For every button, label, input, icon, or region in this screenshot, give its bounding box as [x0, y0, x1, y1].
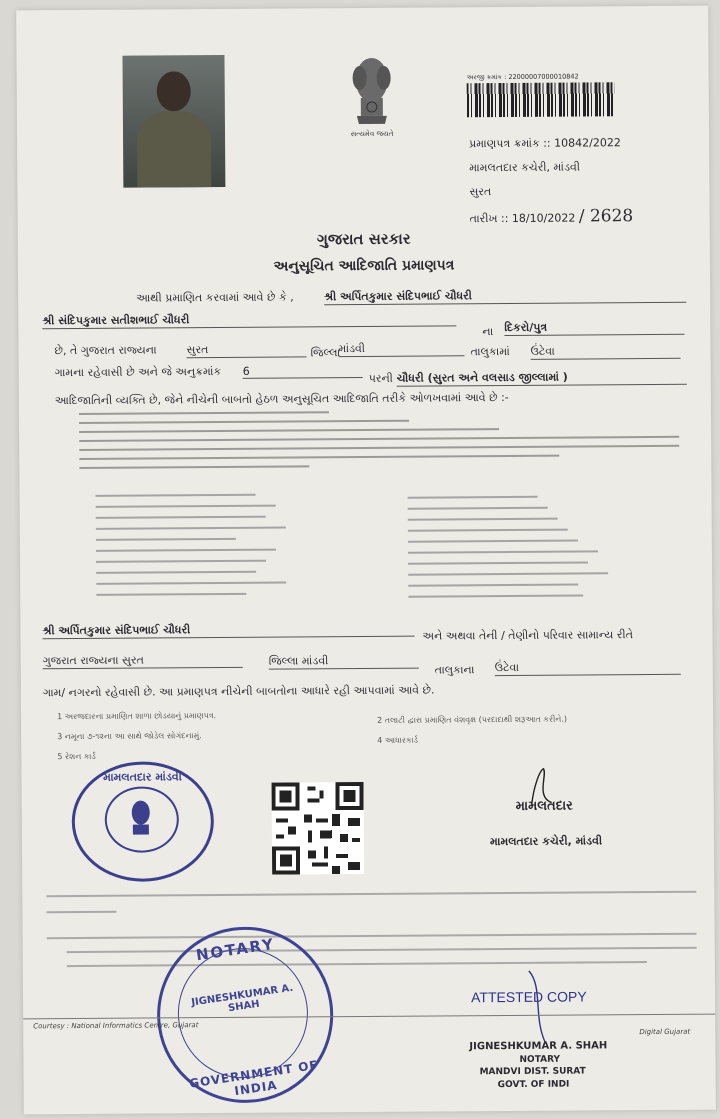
notary-place: MANDVI DIST. SURAT [479, 1066, 586, 1078]
government-title: ગુજરાત સરકાર [316, 229, 411, 249]
date-label: તારીખ :: [469, 211, 509, 226]
courtesy-text: Courtesy : National Informatics Centre, Gujarat [33, 1021, 199, 1031]
basis-item-3: 3 નમૂના ૭-૧૨ના આ સાથે જોડેલ સોગંદનામું. [57, 731, 202, 742]
issuing-city: સુરત [469, 185, 492, 199]
district-value: સુરત [186, 342, 306, 358]
emblem-caption: સત્યમેવ જયતે [350, 129, 394, 139]
person-name-repeat: શ્રી અર્પિતકુમાર સંદિપભાઈ ચૌધરી [42, 622, 414, 640]
digital-gujarat-text: Digital Gujarat [639, 1027, 691, 1037]
basis-item-5: 5 રેશન કાર્ડ [57, 751, 96, 762]
date-value: 18/10/2022 [511, 211, 576, 225]
faded-list-right [408, 492, 619, 613]
basis-item-1: 1 અરજદારના પ્રમાણિત શાળા છોડયાનું પ્રમાણપત્ર. [57, 711, 217, 722]
certify-text: આથી પ્રમાણિત કરવામાં આવે છે કે , [136, 290, 294, 305]
handwritten-number: / 2628 [578, 206, 634, 227]
taluka-label-2: તાલુકાના [434, 663, 475, 677]
notary-seal-country: GOVERNMENT OF INDIA [188, 1057, 320, 1099]
cert-no-label: પ્રમાણપત્ર ક્રમાંક [469, 136, 540, 151]
tribe-name: ચૌધરી (સુરત અને વલસાડ જીલ્લામાં ) [397, 370, 687, 387]
district-label: જિલ્લા [310, 346, 341, 360]
signatory-office: મામલતદાર કચેરી, માંડવી [489, 834, 603, 849]
barcode [467, 82, 615, 117]
relation-value: દિકરો/પુત્ર [504, 320, 684, 336]
round-stamp-text: મામલતદાર માંડવી [103, 770, 182, 784]
faded-text-lines [79, 406, 689, 474]
taluka-label: તાલુકામાં [470, 344, 510, 359]
tribe-text: આદિજાતિની વ્યક્તિ છે, જેને નીચેની બાબતો હેઠળ અનુસૂચિત આદિજાતિ તરીકે ઓળખવામાં આવે છે :- [54, 390, 509, 408]
applicant-photo [122, 55, 225, 188]
schedule-number: 6 [243, 364, 363, 379]
family-text: અને અથવા તેની / તેણીનો પરિવાર સામાન્ય રીતે [422, 628, 634, 643]
date-row [470, 206, 634, 227]
notary-govt: GOVT. OF INDI [497, 1079, 570, 1091]
schedule-text: ગામના રહેવાસી છે અને જે અનુક્રમાંક [54, 365, 222, 380]
application-number: અરજી ક્રમાંક : 22000007000010842 [466, 72, 579, 82]
taluka-value: માંડવી [338, 341, 464, 357]
notary-signature-scribble [523, 967, 564, 1047]
notary-role: NOTARY [519, 1054, 561, 1065]
state-text: છે, તે ગુજરાત રાજ્યના [54, 343, 157, 358]
signatory-title: મામલતદાર [515, 798, 573, 814]
certificate-number-row [469, 136, 621, 151]
qr-code [272, 782, 365, 875]
attested-copy-label: ATTESTED COPY [470, 988, 587, 1006]
notary-name: JIGNESHKUMAR A. SHAH [469, 1040, 608, 1053]
faded-list-left [96, 490, 307, 611]
village-value-2: ઉંટેવા [495, 660, 681, 676]
na-label: ના [482, 325, 494, 339]
notary-seal-title: NOTARY [194, 934, 277, 965]
certificate-sheet [16, 6, 716, 1115]
certificate-title: અનુસૂચિત આદિજાતિ પ્રમાણપત્ર [273, 257, 455, 275]
state-district-2: ગુજરાત રાજ્યના સુરત [43, 653, 243, 669]
applicant-name: શ્રી અર્પિતકુમાર સંદિપભાઈ ચૌધરી [324, 288, 686, 306]
issuing-office: મામલતદાર કચેરી, માંડવી [469, 160, 581, 175]
footer-divider [23, 1014, 715, 1020]
footer-note-lines [46, 886, 697, 981]
ashoka-emblem-icon [346, 54, 397, 130]
father-name: શ્રી સંદિપકુમાર સતીશભાઈ ચૌધરી [42, 311, 456, 329]
parni-label: પરની [368, 371, 393, 385]
mamlatdar-round-stamp [71, 761, 214, 882]
stamp-emblem-icon [127, 798, 155, 838]
district-taluka-2: જિલ્લા માંડવી [269, 654, 419, 670]
basis-item-2: 2 તલાટી દ્વારા પ્રમાણિત વંશવૃક્ષ (પરદાદાથી શરૂઆત કરીને.) [377, 714, 568, 725]
legal-clauses-block [79, 406, 689, 478]
notary-seal-name: JIGNESHKUMAR A. SHAH [190, 982, 294, 1015]
village-value: ઉંટેવા [531, 344, 681, 360]
cert-no-value: :: 10842/2022 [543, 136, 621, 150]
residence-text: ગામ/ નગરનો રહેવાસી છે. આ પ્રમાણપત્ર નીચેની બાબતોના આધારે રહી આપવામાં આવે છે. [42, 683, 435, 700]
basis-item-4: 4 આધારકાર્ડ [377, 735, 419, 745]
